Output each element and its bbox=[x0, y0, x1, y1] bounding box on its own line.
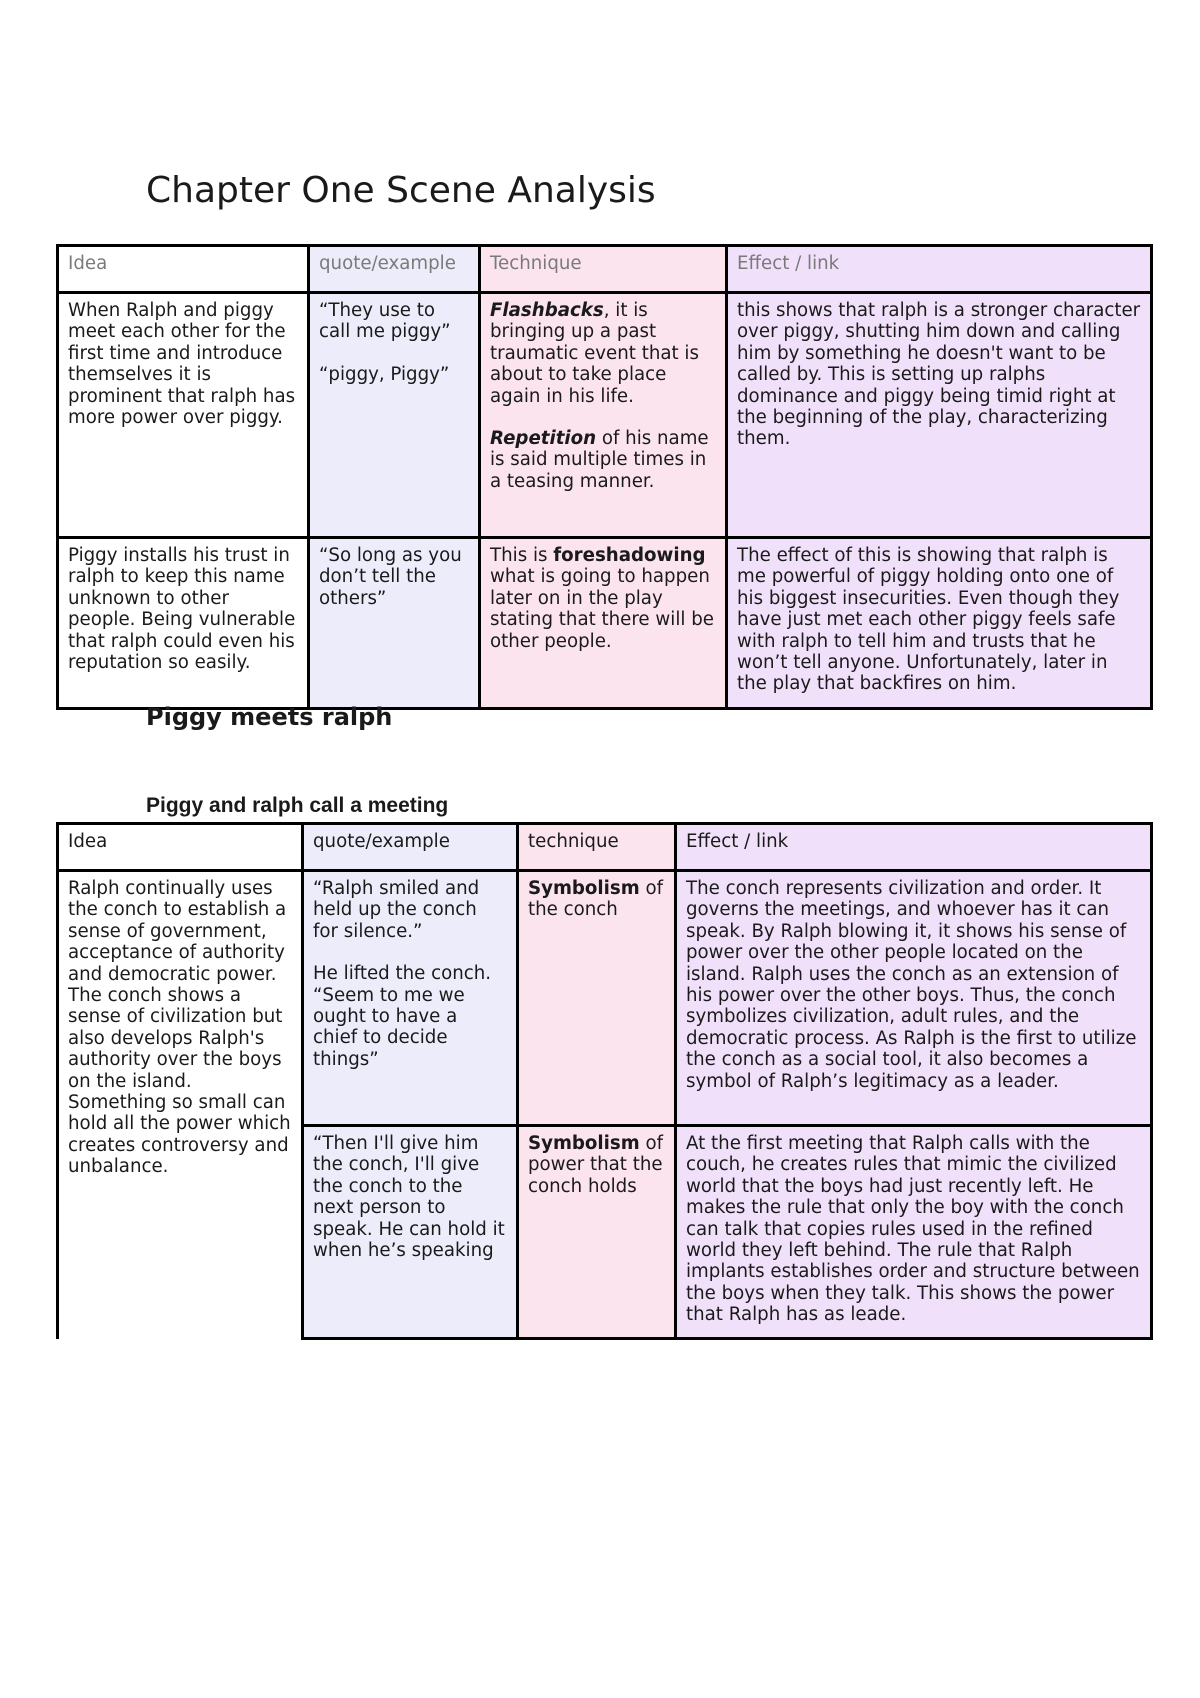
effect-cell bbox=[676, 871, 1152, 1126]
technique-text bbox=[490, 545, 716, 652]
technique-description: , it is bringing up a past traumatic event that is about to take place again in his life. bbox=[490, 300, 699, 407]
idea-text: When Ralph and piggy meet each other for the first time and introduce themselves it is prominent that ralph has more power over piggy. bbox=[68, 300, 296, 429]
idea-cell bbox=[58, 538, 309, 709]
quote-text: “Ralph smiled and held up the conch for silence.” bbox=[313, 878, 480, 942]
table-header-row bbox=[58, 246, 1152, 293]
header-quote-example: quote/example bbox=[309, 246, 480, 293]
idea-text: Ralph continually uses the conch to establish a sense of government, acceptance of authority and democratic power. The conch shows a sense of civilization but also develops Ralph's authority over the boys on the island. Something so small can hold all the power which creates controversy and unbalance. bbox=[68, 878, 291, 1178]
technique-cell bbox=[518, 871, 676, 1126]
table-row bbox=[58, 538, 1152, 709]
technique-term: Repetition bbox=[490, 428, 597, 450]
section-heading: Piggy and ralph call a meeting bbox=[146, 794, 449, 817]
technique-cell bbox=[518, 1126, 676, 1339]
idea-cell bbox=[58, 871, 303, 1339]
technique-term: Symbolism bbox=[528, 878, 640, 899]
effect-cell bbox=[727, 293, 1152, 538]
table-header-row bbox=[58, 824, 1152, 871]
quote-text: “piggy, Piggy” bbox=[319, 363, 450, 385]
technique-cell bbox=[480, 538, 727, 709]
effect-cell bbox=[727, 538, 1152, 709]
quote-text: “Then I'll give him the conch, I'll give the conch to the next person to speak. He can hold it when he’s speaking bbox=[313, 1133, 505, 1262]
technique-text bbox=[490, 300, 716, 407]
table-row bbox=[58, 871, 1152, 1126]
effect-text: At the first meeting that Ralph calls with the couch, he creates rules that mimic the civilized world that the boys had just recently left. He makes the rule that only the boy with the conch can talk that copies rules used in the refined world they left behind. The rule that Ralph implants establishes order and structure between the boys when they talk. This shows the power that Ralph has as leade. bbox=[686, 1133, 1140, 1326]
technique-term: Symbolism bbox=[528, 1133, 640, 1154]
quote-text: “They use to call me piggy” bbox=[319, 300, 451, 343]
header-effect-link: Effect / link bbox=[727, 246, 1152, 293]
table-row bbox=[58, 293, 1152, 538]
page-title: Chapter One Scene Analysis bbox=[146, 170, 656, 211]
header-idea: Idea bbox=[58, 824, 303, 871]
technique-description: of the conch bbox=[528, 878, 663, 921]
technique-term: Flashbacks bbox=[490, 300, 604, 321]
effect-cell bbox=[676, 1126, 1152, 1339]
quote-text: “So long as you don’t tell the others” bbox=[319, 545, 462, 609]
technique-text bbox=[528, 1133, 665, 1197]
quote-cell bbox=[309, 538, 480, 709]
quote-text: He lifted the conch. “Seem to me we ought to have a chief to decide things” bbox=[313, 963, 492, 1070]
effect-text: The effect of this is showing that ralph is me powerful of piggy holding onto one of his biggest insecurities. Even though they have just met each other piggy feels safe with ralph to tell him and trusts that he won’t tell anyone. Unfortunately, later in the play that backfires on him. bbox=[737, 545, 1120, 695]
technique-text bbox=[528, 878, 665, 921]
idea-text: Piggy installs his trust in ralph to keep this name unknown to other people. Being vulnerable that ralph could even his reputation so easily. bbox=[68, 545, 296, 674]
scene-analysis-table-1 bbox=[56, 244, 1153, 710]
technique-cell bbox=[480, 293, 727, 538]
technique-text bbox=[490, 428, 716, 492]
header-idea: Idea bbox=[58, 246, 309, 293]
technique-term: foreshadowing bbox=[553, 545, 706, 566]
idea-cell bbox=[58, 293, 309, 538]
effect-text: this shows that ralph is a stronger character over piggy, shutting him down and calling him by something he doesn't want to be called by. This is setting up ralphs dominance and piggy being timid right at the beginning of the play, characterizing them. bbox=[737, 300, 1141, 450]
quote-cell bbox=[309, 293, 480, 538]
header-effect-link: Effect / link bbox=[676, 824, 1152, 871]
technique-description: of his name is said multiple times in a teasing manner. bbox=[490, 428, 709, 492]
effect-text: The conch represents civilization and order. It governs the meetings, and whoever has it can speak. By Ralph blowing it, it shows his sense of power over the other people located on the island. Ralph uses the conch as an extension of his power over the other boys. Thus, the conch symbolizes civilization, adult rules, and the democratic process. As Ralph is the first to utilize the conch as a social tool, it also becomes a symbol of Ralph’s legitimacy as a leader. bbox=[686, 878, 1137, 1092]
header-quote-example: quote/example bbox=[303, 824, 518, 871]
header-technique: technique bbox=[518, 824, 676, 871]
technique-prefix: This is bbox=[490, 545, 554, 566]
quote-cell bbox=[303, 1126, 518, 1339]
section-heading: Piggy meets ralph bbox=[146, 703, 393, 731]
quote-cell bbox=[303, 871, 518, 1126]
scene-analysis-table-2 bbox=[56, 822, 1153, 1340]
technique-description: of power that the conch holds bbox=[528, 1133, 663, 1197]
technique-description: what is going to happen later on in the play stating that there will be other people. bbox=[490, 566, 714, 652]
header-technique: Technique bbox=[480, 246, 727, 293]
